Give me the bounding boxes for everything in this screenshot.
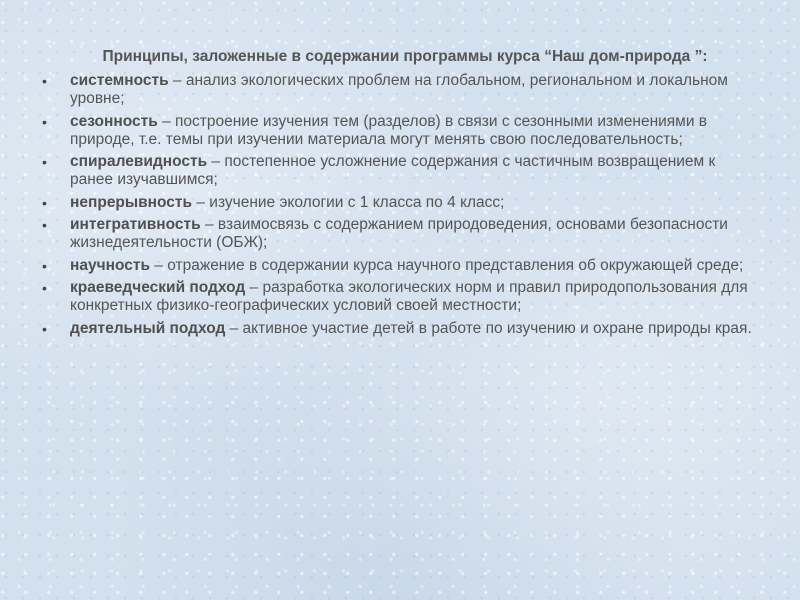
- bullet-icon: •: [42, 194, 47, 211]
- principles-list: [40, 72, 760, 338]
- principle-term: сезонность: [70, 112, 158, 130]
- principle-term: интегративность: [70, 216, 201, 233]
- slide-content: [40, 48, 760, 342]
- principle-term: непрерывность: [70, 193, 193, 211]
- principle-description: – отражение в содержании курса научного представления об окружающей среде;: [149, 256, 744, 274]
- principle-term: спиралевидность: [70, 153, 208, 170]
- list-item: [40, 72, 760, 108]
- principle-description: – изучение экологии с 1 класса по 4 класс;: [192, 193, 505, 211]
- list-item: [40, 153, 760, 189]
- principle-term: краеведческий подход: [70, 279, 246, 296]
- bullet-icon: •: [42, 257, 47, 274]
- principle-description: – постепенное усложнение содержания с частичным возвращением к ранее изучавшимся;: [70, 153, 716, 188]
- bullet-icon: •: [42, 280, 47, 296]
- principle-term: системность: [70, 72, 169, 89]
- principle-description: – взаимосвязь с содержанием природоведения, основами безопасности жизнедеятельности (ОБЖ);: [70, 216, 728, 251]
- list-item: [40, 194, 760, 212]
- principle-term: деятельный подход: [70, 319, 226, 337]
- principle-description: – разработка экологических норм и правил природопользования для конкретных физико-географических условий своей местности;: [70, 279, 748, 314]
- list-item: [40, 320, 760, 338]
- list-item: [40, 279, 760, 315]
- bullet-icon: •: [42, 320, 47, 337]
- principle-term: научность: [70, 256, 150, 274]
- principle-description: – построение изучения тем (разделов) в связи с сезонными изменениями в природе, т.е. темы при изучении материала могут менять свою последовательность;: [70, 112, 708, 148]
- list-item: [40, 113, 760, 149]
- bullet-icon: •: [42, 113, 47, 130]
- bullet-icon: •: [42, 73, 47, 89]
- principle-description: – активное участие детей в работе по изучению и охране природы края.: [225, 319, 752, 337]
- bullet-icon: •: [42, 217, 47, 233]
- list-item: [40, 257, 760, 275]
- slide-heading: Принципы, заложенные в содержании программы курса “Наш дом-природа ”:: [102, 48, 708, 65]
- list-item: [40, 216, 760, 252]
- principle-description: – анализ экологических проблем на глобальном, региональном и локальном уровне;: [70, 72, 728, 107]
- bullet-icon: •: [42, 154, 47, 170]
